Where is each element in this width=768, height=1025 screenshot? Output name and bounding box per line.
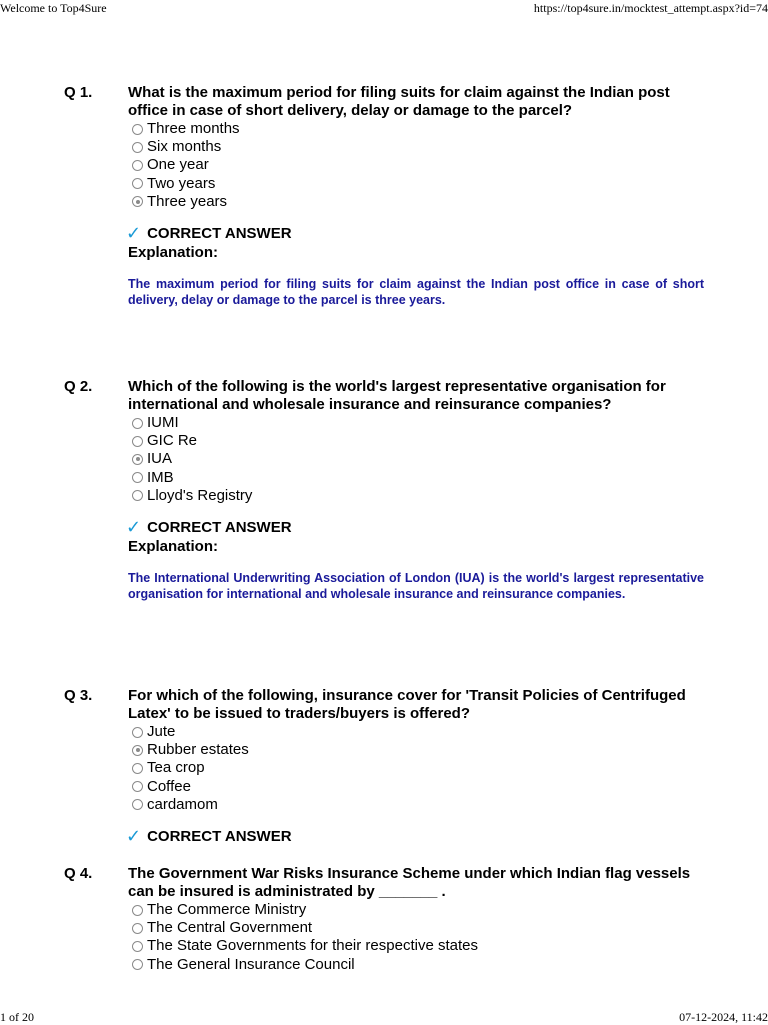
radio-button-selected[interactable] bbox=[132, 454, 143, 465]
question-3 bbox=[64, 687, 709, 846]
checkmark-icon: ✓ bbox=[126, 222, 142, 244]
options-list bbox=[132, 901, 709, 974]
radio-button[interactable] bbox=[132, 923, 143, 934]
option-label: The State Governments for their respective states bbox=[147, 937, 478, 955]
question-text: What is the maximum period for filing suits for claim against the Indian post office in case of short delivery, delay or damage to the parcel? bbox=[128, 84, 670, 119]
option[interactable] bbox=[132, 414, 709, 432]
result-badge bbox=[126, 825, 709, 847]
option[interactable] bbox=[132, 450, 709, 468]
option-label: IMB bbox=[147, 468, 174, 486]
question-number: Q 4. bbox=[64, 865, 93, 882]
options-list bbox=[132, 414, 709, 505]
option-label: The Commerce Ministry bbox=[147, 901, 307, 919]
page-header-title: Welcome to Top4Sure bbox=[0, 1, 107, 15]
page-header-url: https://top4sure.in/mocktest_attempt.aspx?id=74 bbox=[533, 1, 768, 15]
option-label: Coffee bbox=[147, 777, 191, 795]
radio-button[interactable] bbox=[132, 799, 143, 810]
question-text: The Government War Risks Insurance Scheme under which Indian flag vessels can be insured is administrated by _______ . bbox=[128, 865, 691, 900]
question-number: Q 3. bbox=[64, 687, 93, 704]
option-label: Tea crop bbox=[147, 759, 205, 777]
option-label: The General Insurance Council bbox=[147, 955, 355, 973]
option-label: Lloyd's Registry bbox=[147, 486, 253, 504]
explanation-text: The International Underwriting Association of London (IUA) is the world's largest representative organisation for international and wholesale insurance and reinsurance companies. bbox=[128, 570, 704, 601]
option[interactable] bbox=[132, 120, 709, 138]
explanation-label: Explanation: bbox=[128, 537, 219, 555]
question-text: Which of the following is the world's largest representative organisation for international and wholesale insurance and reinsurance companies? bbox=[128, 378, 666, 413]
radio-button[interactable] bbox=[132, 178, 143, 189]
option[interactable] bbox=[132, 487, 709, 505]
option-label: The Central Government bbox=[147, 919, 313, 937]
radio-button-selected[interactable] bbox=[132, 745, 143, 756]
result-label: CORRECT ANSWER bbox=[147, 518, 292, 536]
option-label: Six months bbox=[147, 138, 222, 156]
radio-button[interactable] bbox=[132, 436, 143, 447]
result-label: CORRECT ANSWER bbox=[147, 827, 292, 845]
option[interactable] bbox=[132, 759, 709, 777]
option-label: IUA bbox=[147, 450, 173, 468]
option[interactable] bbox=[132, 778, 709, 796]
radio-button[interactable] bbox=[132, 941, 143, 952]
option[interactable] bbox=[132, 937, 709, 955]
explanation-text: The maximum period for filing suits for claim against the Indian post office in case of short delivery, delay or damage to the parcel is three years. bbox=[128, 276, 704, 307]
question-number: Q 1. bbox=[64, 84, 93, 101]
option[interactable] bbox=[132, 469, 709, 487]
option-label: GIC Re bbox=[147, 432, 198, 450]
option[interactable] bbox=[132, 193, 709, 211]
radio-button[interactable] bbox=[132, 727, 143, 738]
radio-button[interactable] bbox=[132, 490, 143, 501]
option-label: IUMI bbox=[147, 414, 179, 432]
radio-button[interactable] bbox=[132, 160, 143, 171]
radio-button-selected[interactable] bbox=[132, 196, 143, 207]
option-label: Two years bbox=[147, 174, 216, 192]
option-label: Jute bbox=[147, 723, 176, 741]
result-badge bbox=[126, 516, 709, 538]
question-2 bbox=[64, 378, 709, 602]
option[interactable] bbox=[132, 138, 709, 156]
question-number: Q 2. bbox=[64, 378, 93, 395]
explanation-label: Explanation: bbox=[128, 243, 219, 261]
question-text: For which of the following, insurance cover for 'Transit Policies of Centrifuged Latex' to be issued to traders/buyers is offered? bbox=[128, 687, 686, 722]
radio-button[interactable] bbox=[132, 905, 143, 916]
option-label: Rubber estates bbox=[147, 741, 249, 759]
radio-button[interactable] bbox=[132, 763, 143, 774]
option[interactable] bbox=[132, 432, 709, 450]
option[interactable] bbox=[132, 956, 709, 974]
question-1 bbox=[64, 84, 709, 308]
option[interactable] bbox=[132, 741, 709, 759]
result-label: CORRECT ANSWER bbox=[147, 224, 292, 242]
option[interactable] bbox=[132, 901, 709, 919]
radio-button[interactable] bbox=[132, 472, 143, 483]
checkmark-icon: ✓ bbox=[126, 516, 142, 538]
option[interactable] bbox=[132, 723, 709, 741]
option-label: Three years bbox=[147, 192, 228, 210]
option[interactable] bbox=[132, 175, 709, 193]
option-label: One year bbox=[147, 156, 209, 174]
question-4 bbox=[64, 865, 709, 974]
page-footer-datetime: 07-12-2024, 11:42 bbox=[679, 1010, 768, 1024]
option[interactable] bbox=[132, 156, 709, 174]
radio-button[interactable] bbox=[132, 781, 143, 792]
radio-button[interactable] bbox=[132, 418, 143, 429]
option[interactable] bbox=[132, 796, 709, 814]
option-label: Three months bbox=[147, 120, 240, 138]
radio-button[interactable] bbox=[132, 142, 143, 153]
result-badge bbox=[126, 222, 709, 244]
checkmark-icon: ✓ bbox=[126, 825, 142, 847]
option[interactable] bbox=[132, 919, 709, 937]
radio-button[interactable] bbox=[132, 959, 143, 970]
options-list bbox=[132, 120, 709, 211]
option-label: cardamom bbox=[147, 795, 218, 813]
page-footer-count: 1 of 20 bbox=[0, 1010, 34, 1024]
radio-button[interactable] bbox=[132, 124, 143, 135]
options-list bbox=[132, 723, 709, 814]
